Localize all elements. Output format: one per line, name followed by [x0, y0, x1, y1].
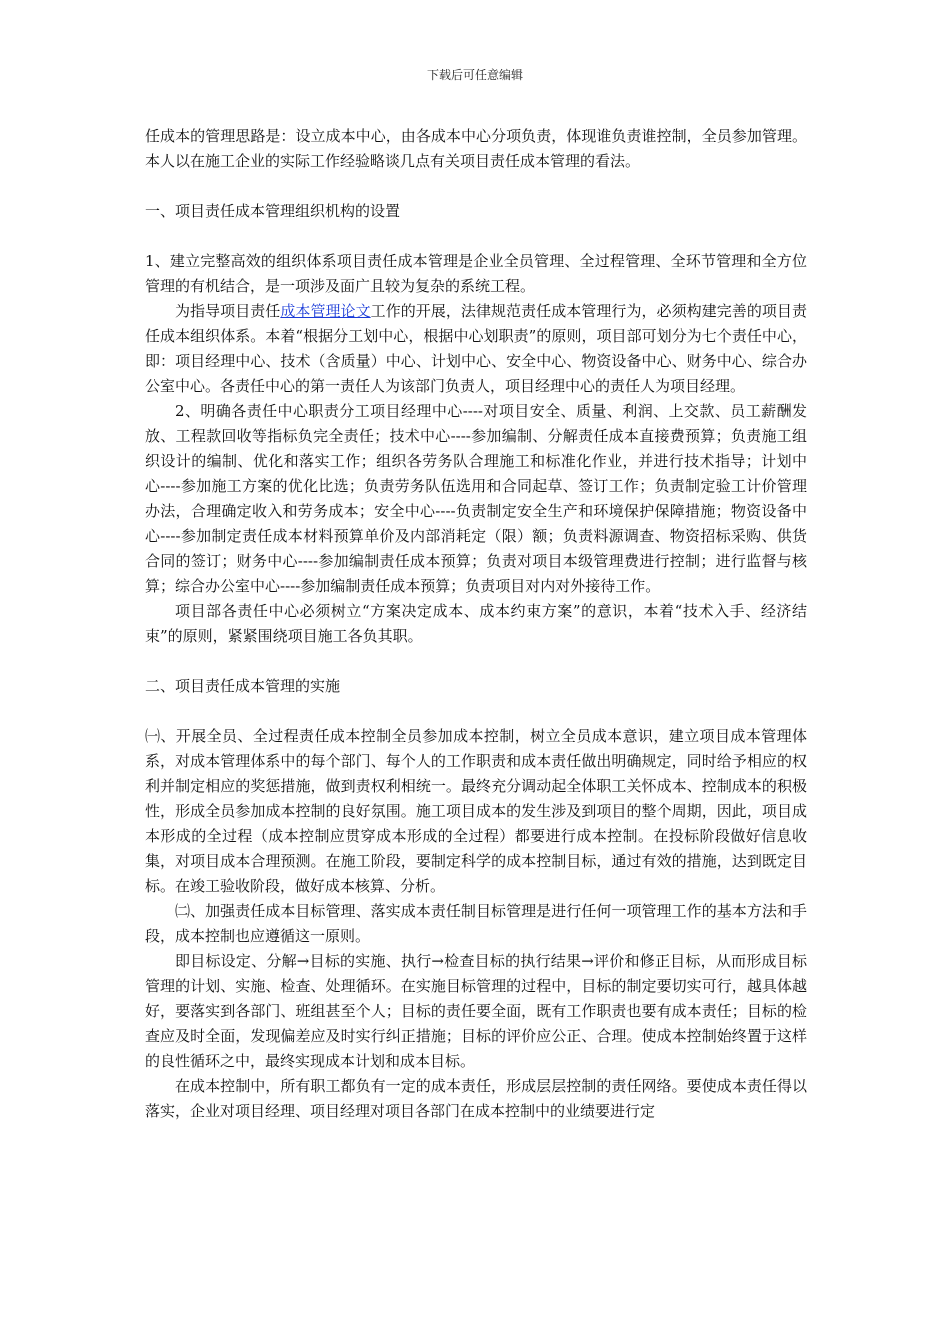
- paragraph: 1、建立完整高效的组织体系项目责任成本管理是企业全员管理、全过程管理、全环节管理和全方位管理的有机结合，是一项涉及面广且较为复杂的系统工程。: [145, 252, 807, 295]
- text-run: 工作的开展，法律规范责任成本管理行为，必须构建完善的项目责任成本组织体系。本着“根据分工划中心，根据中心划职责”的原则，项目部可划分为七个责任中心，即：项目经理中心、技术（含质量）中心、计划中心、安全中心、物资设备中心、财务中心、综合办公室中心。各责任中心的第一责任人为该部门负责人，项目经理中心的责任人为项目经理。: [145, 302, 807, 395]
- paragraph: 项目部各责任中心必须树立“方案决定成本、成本约束方案”的意识，本着“技术入手、经济结束”的原则，紧紧围绕项目施工各负其职。: [145, 602, 807, 645]
- paragraph: ㈠、开展全员、全过程责任成本控制全员参加成本控制，树立全员成本意识，建立项目成本管理体系，对成本管理体系中的每个部门、每个人的工作职责和成本责任做出明确规定，同时给予相应的权利并制定相应的奖惩措施，做到责权利相统一。最终充分调动起全体职工关怀成本、控制成本的积极性，形成全员参加成本控制的良好氛围。施工项目成本的发生涉及到项目的整个周期，因此，项目成本形成的全过程（成本控制应贯穿成本形成的全过程）都要进行成本控制。在投标阶段做好信息收集，对项目成本合理预测。在施工阶段，要制定科学的成本控制目标，通过有效的措施，达到既定目标。在竣工验收阶段，做好成本核算、分析。: [145, 727, 807, 895]
- section-heading: 一、项目责任成本管理组织机构的设置: [145, 202, 401, 220]
- paragraph: 任成本的管理思路是：设立成本中心，由各成本中心分项负责，体现谁负责谁控制，全员参加管理。本人以在施工企业的实际工作经验略谈几点有关项目责任成本管理的看法。: [145, 127, 807, 170]
- paragraph: 2、明确各责任中心职责分工项目经理中心----对项目安全、质量、利润、上交款、员工薪酬发放、工程款回收等指标负完全责任；技术中心----参加编制、分解责任成本直接费预算；负责施工组织设计的编制、优化和落实工作；组织各劳务队合理施工和标准化作业，并进行技术指导；计划中心----参加施工方案的优化比选；负责劳务队伍选用和合同起草、签订工作；负责制定验工计价管理办法，合理确定收入和劳务成本；安全中心----负责制定安全生产和环境保护保障措施；物资设备中心----参加制定责任成本材料预算单价及内部消耗定（限）额；负责料源调查、物资招标采购、供货合同的签订；财务中心----参加编制责任成本预算；负责对项目本级管理费进行控制；进行监督与核算；综合办公室中心----参加编制责任成本预算；负责项目对内对外接待工作。: [145, 402, 807, 595]
- text-run: 为指导项目责任: [175, 302, 281, 320]
- paragraph: ㈡、加强责任成本目标管理、落实成本责任制目标管理是进行任何一项管理工作的基本方法和手段，成本控制也应遵循这一原则。: [145, 902, 807, 945]
- page-header: 下载后可任意编辑: [426, 68, 523, 82]
- paragraph: 即目标设定、分解→目标的实施、执行→检查目标的执行结果→评价和修正目标，从而形成目标管理的计划、实施、检查、处理循环。在实施目标管理的过程中，目标的制定要切实可行，越具体越好，要落实到各部门、班组甚至个人；目标的责任要全面，既有工作职责也要有成本责任；目标的检查应及时全面，发现偏差应及时实行纠正措施；目标的评价应公正、合理。使成本控制始终置于这样的良性循环之中，最终实现成本计划和成本目标。: [145, 952, 807, 1070]
- paragraph: 在成本控制中，所有职工都负有一定的成本责任，形成层层控制的责任网络。要使成本责任得以落实，企业对项目经理、项目经理对项目各部门在成本控制中的业绩要进行定: [145, 1077, 807, 1120]
- section-heading: 二、项目责任成本管理的实施: [145, 677, 341, 695]
- cost-management-paper-link[interactable]: 成本管理论文: [280, 302, 371, 320]
- paragraph: [145, 299, 807, 399]
- document-body: [145, 124, 807, 1124]
